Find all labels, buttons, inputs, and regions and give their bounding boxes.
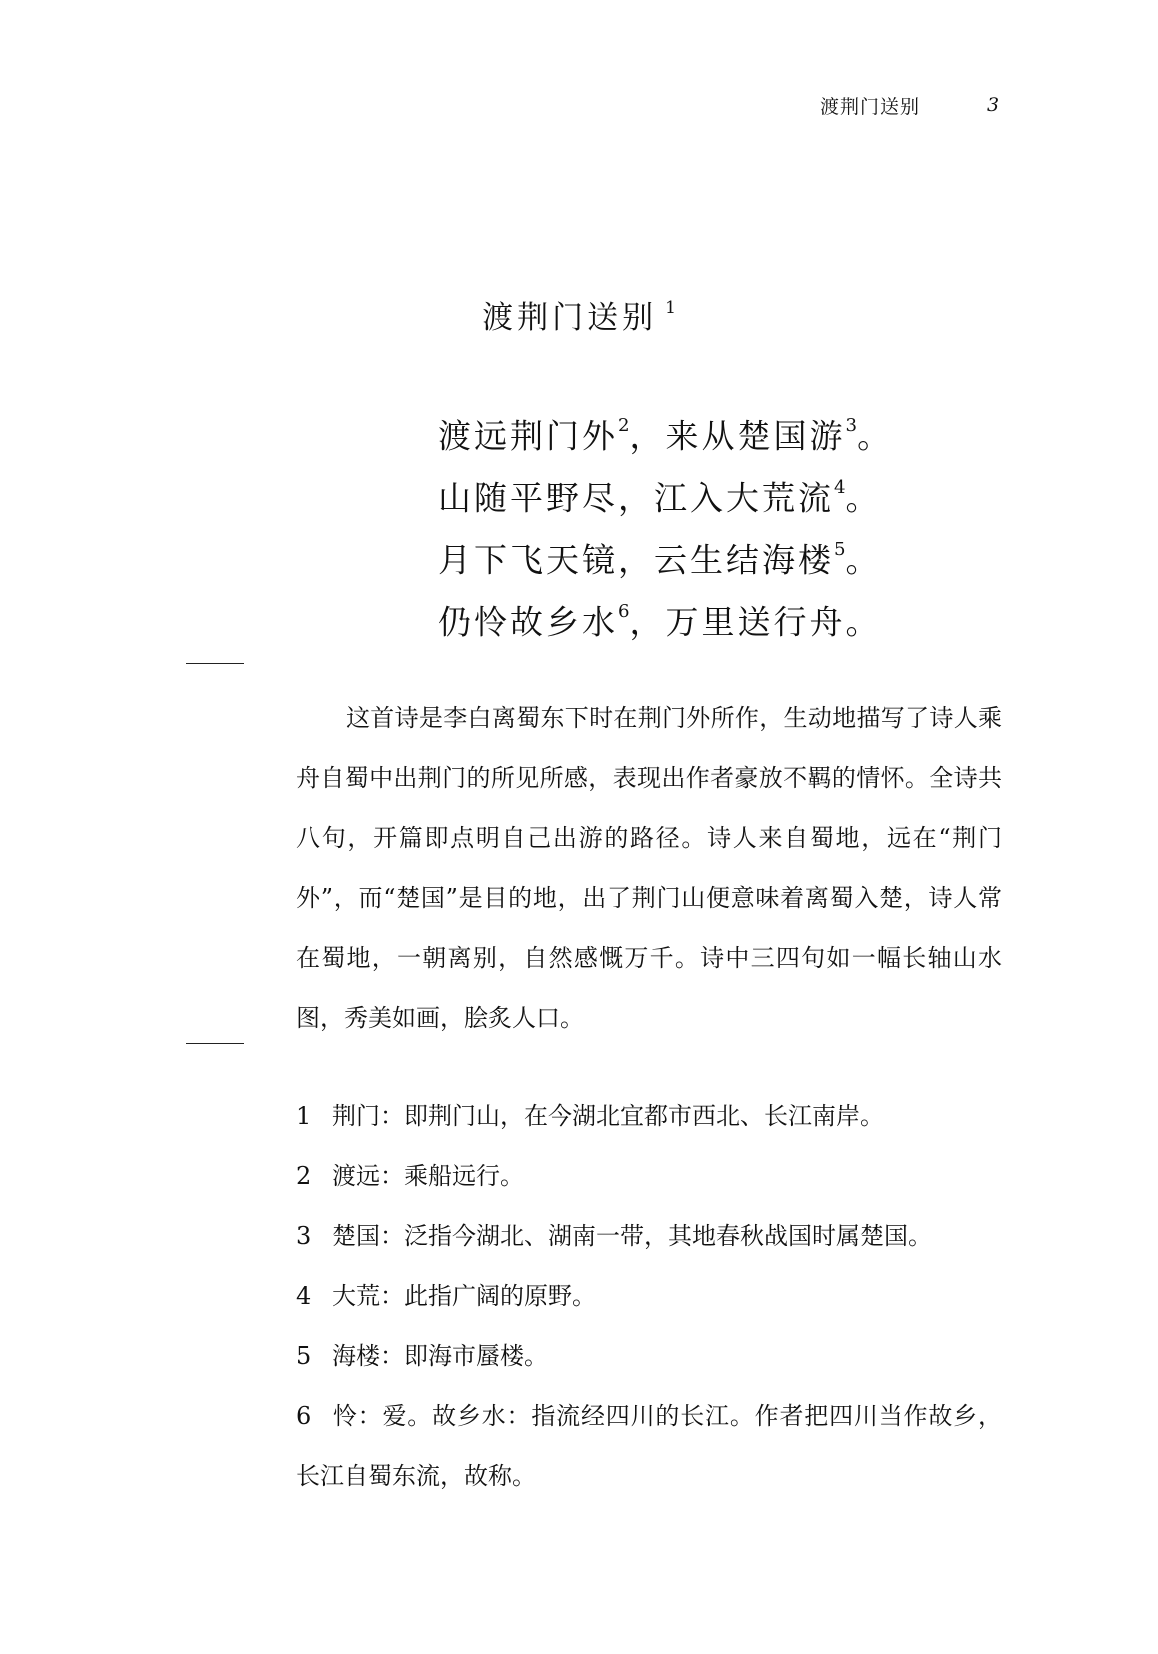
poem-line-text: 月下飞天镜，云生结海楼	[438, 540, 834, 580]
footnote-text: 荆门：即荆门山，在今湖北宜都市西北、长江南岸。	[332, 1102, 884, 1130]
footnote-text: 楚国：泛指今湖北、湖南一带，其地春秋战国时属楚国。	[332, 1222, 932, 1250]
running-head: 渡荆门送别	[820, 96, 921, 118]
commentary: 这首诗是李白离蜀东下时在荆门外所作，生动地描写了诗人乘舟自蜀中出荆门的所见所感，表现出作者豪放不羁的情怀。全诗共八句，开篇即点明自己出游的路径。诗人来自蜀地，远在“荆门外”，而“楚国”是目的地，出了荆门山便意味着离蜀入楚，诗人常在蜀地，一朝离别，自然感慨万千。诗中三四句如一幅长轴山水图，秀美如画，脍炙人口。	[296, 704, 1002, 1032]
footnote-ref: 2	[618, 415, 630, 436]
footnote-text: 海楼：即海市蜃楼。	[332, 1342, 548, 1370]
poem-line-text: 。	[857, 416, 894, 456]
poem-line-text: 渡远荆门外	[438, 416, 618, 456]
poem-title-text: 渡荆门送别	[482, 300, 658, 336]
footnote-ref: 3	[845, 415, 858, 436]
poem-line	[438, 581, 893, 643]
footnote-text: 渡远：乘船远行。	[332, 1162, 524, 1190]
footnote-number: 5	[296, 1342, 312, 1370]
footnote-ref: 1	[665, 297, 676, 318]
footnotes	[296, 1086, 1002, 1506]
footnote	[296, 1146, 1002, 1206]
footnote-number: 6	[296, 1402, 312, 1430]
footnote	[296, 1386, 1002, 1506]
poem	[438, 395, 893, 643]
footnote	[296, 1086, 1002, 1146]
poem-line-text: 。	[845, 478, 882, 518]
poem-line	[438, 519, 893, 581]
footnote-text: 大荒：此指广阔的原野。	[332, 1282, 596, 1310]
poem-line	[438, 457, 893, 519]
poem-line-text: ，万里送行舟。	[629, 602, 882, 642]
footnote	[296, 1326, 1002, 1386]
footnote-number: 1	[296, 1102, 312, 1130]
footnote	[296, 1266, 1002, 1326]
footnote-ref: 5	[834, 539, 846, 560]
page-number: 3	[987, 94, 1000, 116]
section-rule	[186, 663, 244, 664]
footnote-ref: 4	[834, 477, 846, 498]
poem-line-text: ，来从楚国游	[629, 416, 846, 456]
poem-title	[0, 292, 1158, 337]
footnote-number: 4	[296, 1282, 312, 1310]
section-rule	[186, 1043, 244, 1044]
poem-line-text: 山随平野尽，江入大荒流	[438, 478, 834, 518]
footnote-text: 怜：爱。故乡水：指流经四川的长江。作者把四川当作故乡，长江自蜀东流，故称。	[296, 1402, 1002, 1490]
footnote	[296, 1206, 1002, 1266]
poem-line-text: 仍怜故乡水	[438, 602, 618, 642]
poem-line-text: 。	[845, 540, 882, 580]
footnote-ref: 6	[618, 601, 630, 622]
footnote-number: 2	[296, 1162, 312, 1190]
poem-line	[438, 395, 893, 457]
footnote-number: 3	[296, 1222, 312, 1250]
